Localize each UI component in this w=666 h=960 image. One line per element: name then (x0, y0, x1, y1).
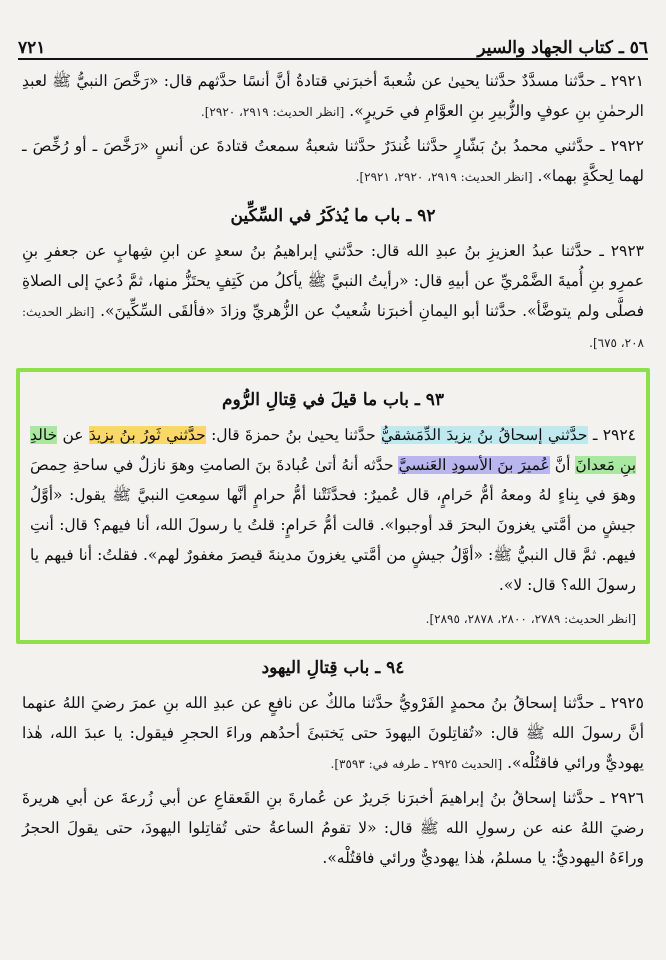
page-number: ٧٢١ (18, 38, 46, 58)
chapter-heading-94: ٩٤ ـ باب قِتالِ اليهود (261, 658, 405, 678)
page-header (18, 32, 648, 60)
page-body (22, 66, 644, 877)
hadith-reference: [انظر الحديث: ٢٩١٩، ٢٩٢٠، ٢٩٢١]. (355, 170, 533, 184)
hadith-2926 (22, 783, 644, 873)
hadith-text: حدَّثنا يحيىٰ بنُ حمزةَ قال: (205, 426, 382, 444)
narrator-highlight-ishaq: حدَّثني إسحاقُ بنُ يزيدَ الدِّمَشقيُّ (381, 426, 588, 444)
hadith-text: ٢٩٢١ ـ حدَّثنا مسدَّدٌ حدَّثنا يحيىٰ عن شُعبةَ أخبرَني قتادةُ أنَّ أنسًا حدَّثهم قال: «رَخَّصَ النبيُّ ﷺ لعبدِ الرحمٰنِ بنِ عوفٍ والزُّبيرِ بنِ العوَّامِ في حَريرٍ». (22, 72, 644, 120)
narrator-highlight-thawr: حدَّثني ثَورُ بنُ يزيدَ (88, 426, 206, 444)
narrator-highlight-umair: عُميرَ بنَ الأسودِ العَنسيَّ (398, 456, 550, 474)
hadith-text: عن (57, 426, 89, 444)
hadith-number: ٢٩٢٤ ـ (587, 426, 637, 444)
hadith-text: ٢٩٢٥ ـ حدَّثنا إسحاقُ بنُ محمدٍ الفَرْويُّ حدَّثنا مالكٌ عن نافعٍ عن عبدِ الله بنِ عمرَ رضيَ اللهُ عنهما أنَّ رسولَ الله ﷺ قال: «تُقاتِلونَ اليهودَ حتى يَختبئَ أحدُهم وراءَ الحجرِ فيقول: يا عبدَ الله، هٰذا يهوديٌّ ورائي فاقتُلْه». (22, 694, 644, 772)
hadith-reference: [انظر الحديث: ٢٩١٩، ٢٩٢٠]. (200, 105, 345, 119)
chapter-heading-93: ٩٣ ـ باب ما قيلَ في قِتالِ الرُّوم (221, 390, 445, 410)
hadith-text: ٢٩٢٣ ـ حدَّثنا عبدُ العزيزِ بنُ عبدِ الله قال: حدَّثني إبراهيمُ بنُ سعدٍ عن ابنِ شِهابٍ عن جعفرِ بنِ عمرِو بنِ أُميةَ الضَّمْريِّ عن أبيهِ قال: «رأيتُ النبيَّ ﷺ يأكلُ من كَتِفٍ يحتَزُّ منها، ثمَّ دُعيَ إلى الصلاةِ فصلَّى ولم يتوضَّأ». حدَّثنا أبو اليمانِ أخبرَنا شُعيبٌ عن الزُّهريِّ وزادَ «فألقَى السِّكِّينَ». (22, 242, 644, 320)
hadith-text: ٢٩٢٦ ـ حدَّثنا إسحاقُ بنُ إبراهيمَ أخبرَنا جَريرٌ عن عُمارةَ بنِ القَعقاعِ عن أبي زُرعةَ عن أبي هريرةَ رضيَ اللهُ عنه عن رسولِ الله ﷺ قال: «لا تقومُ الساعةُ حتى تُقاتِلوا اليهودَ، حتى يقولَ الحجرُ وراءَهُ اليهوديُّ: يا مسلمُ، هٰذا يهوديٌّ ورائي فاقتُلْه». (22, 789, 644, 867)
hadith-reference: [الحديث ٢٩٢٥ ـ طرفه في: ٣٥٩٣]. (330, 757, 503, 771)
hadith-text: حدَّثه أنهُ أتىٰ عُبادةَ بنَ الصامتِ وهوَ نازلٌ في ساحةِ حِمصَ وهوَ في بِناءٍ لهُ ومعهُ أمُّ حَرامٍ، قال عُميرٌ: فحدَّثَتْنا أمُّ حرامٍ أنَّها سمِعتِ النبيَّ ﷺ يقول: «أوَّلُ جيشٍ من أمَّتي يغزونَ البحرَ قد أوجبوا». قالت أمُّ حَرامٍ: قلتُ يا رسولَ الله، أنا فيهم؟ قال: أنتِ فيهم. ثمَّ قال النبيُّ ﷺ: «أوَّلُ جيشٍ من أمَّتي يغزونَ مدينةَ قيصرَ مغفورٌ لهم». فقلتُ: أنا فيهم يا رسولَ الله؟ قال: لا». (30, 456, 636, 594)
running-title: ٥٦ ـ كتاب الجهاد والسير (477, 38, 648, 58)
chapter-heading-92: ٩٢ ـ باب ما يُذكَرُ في السِّكِّين (230, 206, 436, 226)
hadith-2922 (22, 131, 644, 192)
hadith-reference: [انظر الحديث: ٢٠٨، ٦٧٥]. (22, 305, 644, 350)
hadith-2925 (22, 688, 644, 779)
hadith-text: أنَّ (549, 456, 576, 474)
hadith-2923 (22, 236, 644, 358)
narrator-highlight-khalid: خالدِ بنِ مَعدانَ (30, 426, 637, 474)
hadith-2924 (30, 420, 636, 600)
hadith-text: ٢٩٢٢ ـ حدَّثني محمدُ بنُ بَشّارٍ حدَّثنا غُندَرٌ حدَّثنا شعبةُ سمعتُ قتادةَ عن أنسٍ «رَخَّصَ ـ أو رُخِّصَ ـ لهما لِحكَّةٍ بهما». (22, 137, 644, 185)
highlight-frame (16, 368, 650, 644)
hadith-2921 (22, 66, 644, 127)
hadith-reference: [انظر الحديث: ٢٧٨٩، ٢٨٠٠، ٢٨٧٨، ٢٨٩٥]. (425, 612, 636, 626)
